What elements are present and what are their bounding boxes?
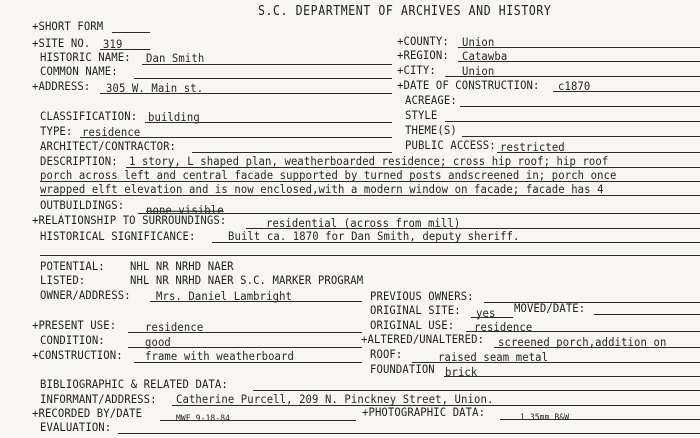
classification-label: CLASSIFICATION:	[40, 110, 138, 124]
themes-label: THEME(S)	[405, 124, 457, 138]
original-use-line	[466, 331, 700, 332]
photographic-data-line	[500, 419, 700, 420]
address-value: 305 W. Main st.	[106, 82, 204, 96]
public-access-line	[497, 152, 700, 153]
city-label: +CITY:	[397, 64, 436, 78]
classification-value: building	[148, 111, 200, 125]
county-value: Union	[462, 36, 495, 50]
city-line	[445, 76, 700, 77]
previous-owners-label: PREVIOUS OWNERS:	[370, 290, 474, 304]
moved-date-label: MOVED/DATE:	[514, 302, 586, 316]
type-label: TYPE:	[40, 125, 73, 139]
original-site-line	[471, 317, 513, 318]
photographic-data-label: +PHOTOGRAPHIC DATA:	[362, 406, 486, 420]
relationship-value: residential (across from mill)	[266, 217, 461, 231]
date-of-construction-value: c1870	[558, 80, 591, 94]
foundation-value: brick	[445, 366, 478, 380]
type-line	[80, 137, 392, 138]
short-form-line	[112, 32, 150, 33]
date-of-construction-label: +DATE OF CONSTRUCTION:	[397, 79, 540, 93]
condition-line	[128, 347, 362, 348]
listed-label: LISTED:	[40, 274, 86, 288]
common-name-line	[134, 78, 392, 79]
significance-line	[212, 242, 700, 243]
listed-options: NHL NR NRHD NAER S.C. MARKER PROGRAM	[130, 274, 364, 288]
architect-label: ARCHITECT/CONTRACTOR:	[40, 140, 177, 154]
region-label: +REGION:	[397, 49, 449, 63]
condition-label: CONDITION:	[40, 334, 105, 348]
classification-line	[145, 122, 392, 123]
site-no-label: +SITE NO.	[32, 37, 91, 51]
recorded-by-value: MWE 9-18-84	[176, 413, 231, 424]
original-use-label: ORIGINAL USE:	[370, 319, 455, 333]
roof-line	[412, 362, 700, 363]
present-use-label: +PRESENT USE:	[32, 319, 117, 333]
original-site-label: ORIGINAL SITE:	[370, 304, 461, 318]
public-access-value: restricted	[500, 141, 565, 155]
altered-line	[494, 347, 700, 348]
original-site-value: yes	[476, 307, 496, 321]
foundation-label: FOUNDATION	[370, 363, 435, 377]
evaluation-line	[118, 433, 700, 434]
style-label: STYLE	[405, 109, 438, 123]
acreage-line	[460, 106, 700, 107]
roof-label: ROOF:	[370, 348, 403, 362]
description-underline-1	[126, 167, 700, 168]
informant-label: INFORMANT/ADDRESS:	[40, 393, 157, 407]
historic-name-label: HISTORIC NAME:	[40, 51, 131, 65]
moved-date-line	[594, 314, 700, 315]
architect-line	[192, 152, 392, 153]
public-access-label: PUBLIC ACCESS:	[405, 139, 496, 153]
style-line	[445, 121, 700, 122]
owner-label: OWNER/ADDRESS:	[40, 289, 131, 303]
address-line	[100, 93, 392, 94]
historic-name-line	[142, 64, 392, 65]
region-line	[458, 61, 700, 62]
description-line-2: porch across left and central facade supported by turned posts andscreened in; porch once	[40, 169, 617, 183]
date-of-construction-line	[553, 91, 700, 92]
present-use-value: residence	[145, 321, 204, 335]
type-value: residence	[82, 126, 141, 140]
bibliographic-label: BIBLIOGRAPHIC & RELATED DATA:	[40, 378, 228, 392]
description-underline-3	[40, 195, 700, 196]
evaluation-label: EVALUATION:	[40, 421, 112, 435]
short-form-label: +SHORT FORM	[32, 20, 104, 34]
relationship-line	[246, 228, 700, 229]
description-label: DESCRIPTION:	[40, 155, 118, 169]
themes-line	[462, 136, 700, 137]
original-use-value: residence	[474, 321, 533, 335]
historic-name-value: Dan Smith	[146, 52, 205, 66]
construction-line	[134, 362, 362, 363]
potential-options: NHL NR NRHD NAER	[130, 260, 234, 274]
address-label: +ADDRESS:	[32, 80, 91, 94]
photographic-data-value: 1 35mm B&W	[520, 412, 570, 423]
condition-value: good	[145, 336, 171, 350]
region-value: Catawba	[462, 50, 508, 64]
construction-label: +CONSTRUCTION:	[32, 349, 123, 363]
description-line-1: 1 story, L shaped plan, weatherboarded residence; cross hip roof; hip roof	[129, 155, 609, 169]
acreage-label: ACREAGE:	[405, 94, 457, 108]
altered-label: +ALTERED/UNALTERED:	[361, 333, 485, 347]
roof-value: raised seam metal	[438, 351, 549, 365]
construction-value: frame with weatherboard	[145, 350, 294, 364]
relationship-label: +RELATIONSHIP TO SURROUNDINGS:	[32, 214, 227, 228]
potential-label: POTENTIAL:	[40, 260, 105, 274]
owner-line	[150, 301, 362, 302]
description-underline-2	[40, 181, 700, 182]
form-header: S.C. DEPARTMENT OF ARCHIVES AND HISTORY	[258, 2, 552, 19]
section-divider	[40, 255, 700, 256]
outbuildings-label: OUTBUILDINGS:	[40, 199, 125, 213]
outbuildings-value: none visible	[146, 204, 224, 218]
altered-value: screened porch,addition on	[498, 336, 667, 350]
city-value: Union	[462, 65, 495, 79]
county-line	[458, 47, 700, 48]
description-line-3: wrapped elft elevation and is now enclosed,with a modern window on facade; facade has 4	[40, 183, 604, 197]
foundation-line	[444, 376, 700, 377]
common-name-label: COMMON NAME:	[40, 65, 118, 79]
informant-value: Catherine Purcell, 209 N. Pinckney Street, Union.	[176, 393, 494, 407]
recorded-by-line	[160, 420, 356, 421]
site-no-line	[100, 49, 150, 50]
recorded-by-label: +RECORDED BY/DATE	[32, 407, 143, 421]
county-label: +COUNTY:	[397, 35, 449, 49]
present-use-line	[128, 332, 362, 333]
site-no-value: 319	[103, 38, 123, 52]
significance-value: Built ca. 1870 for Dan Smith, deputy sheriff.	[228, 230, 520, 244]
owner-value: Mrs. Daniel Lambright	[156, 290, 293, 304]
bibliographic-line	[253, 390, 700, 391]
significance-label: HISTORICAL SIGNIFICANCE:	[40, 230, 196, 244]
